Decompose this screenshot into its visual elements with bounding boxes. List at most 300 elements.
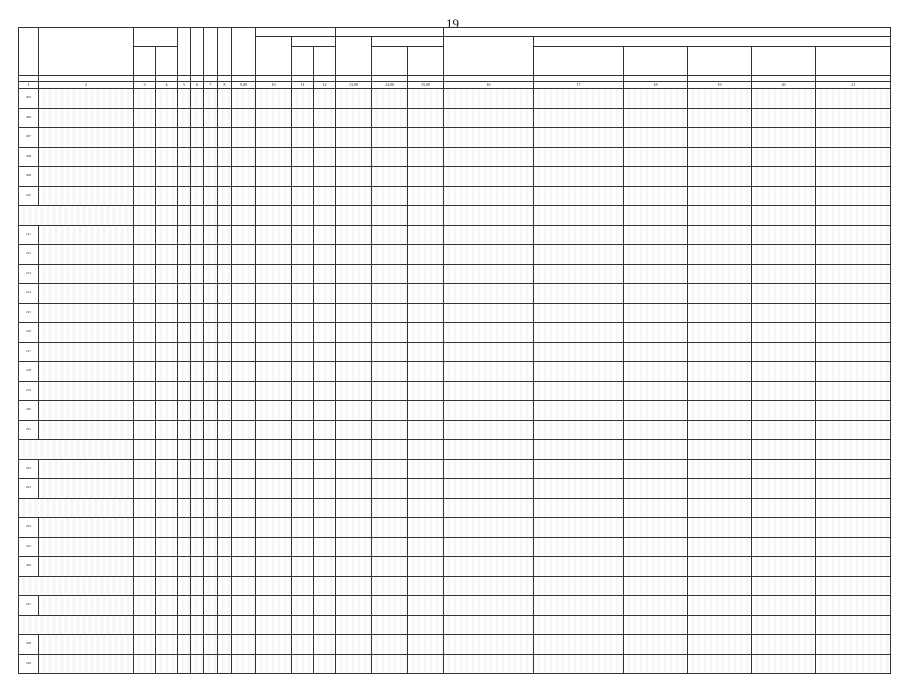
table-cell (444, 557, 534, 577)
table-cell (134, 459, 156, 479)
address-cell (39, 225, 134, 245)
table-cell (218, 362, 232, 382)
table-cell (218, 420, 232, 440)
table-cell (372, 459, 408, 479)
table-cell (624, 108, 688, 128)
table-cell (232, 420, 256, 440)
table-cell (372, 264, 408, 284)
table-cell (444, 596, 534, 616)
table-cell (624, 576, 688, 596)
table-cell (408, 537, 444, 557)
table-cell (218, 654, 232, 674)
table-cell (534, 537, 624, 557)
address-cell (39, 654, 134, 674)
table-cell (232, 537, 256, 557)
table-cell (292, 225, 314, 245)
table-cell (624, 89, 688, 109)
table-cell (534, 225, 624, 245)
table-cell (816, 245, 891, 265)
table-row (19, 167, 891, 187)
table-cell (624, 186, 688, 206)
header-cell (534, 37, 891, 47)
table-cell (256, 459, 292, 479)
table-row (19, 147, 891, 167)
table-cell (336, 479, 372, 499)
table-cell (534, 459, 624, 479)
table-cell (204, 362, 218, 382)
table-cell (752, 167, 816, 187)
table-cell (336, 186, 372, 206)
table-cell (688, 537, 752, 557)
table-cell (624, 401, 688, 421)
table-cell (816, 557, 891, 577)
subtotal-label-cell (19, 498, 134, 518)
table-cell (178, 206, 191, 226)
table-cell (256, 498, 292, 518)
table-cell (752, 654, 816, 674)
table-cell (534, 401, 624, 421)
table-cell (372, 498, 408, 518)
table-cell (816, 284, 891, 304)
table-cell (204, 596, 218, 616)
table-cell (156, 420, 178, 440)
table-cell (156, 401, 178, 421)
table-cell (218, 167, 232, 187)
table-cell (204, 381, 218, 401)
table-row (19, 128, 891, 148)
table-cell (408, 381, 444, 401)
header-cell (336, 28, 444, 37)
table-cell (534, 654, 624, 674)
table-cell (156, 342, 178, 362)
table-cell (134, 654, 156, 674)
table-cell (232, 323, 256, 343)
row-number-cell: 228 (19, 635, 39, 655)
address-cell (39, 518, 134, 538)
table-cell (178, 245, 191, 265)
table-cell (816, 615, 891, 635)
table-cell (232, 225, 256, 245)
table-cell (444, 147, 534, 167)
table-cell (191, 186, 204, 206)
column-number-cell: 21 (816, 82, 891, 89)
table-cell (624, 362, 688, 382)
table-cell (408, 264, 444, 284)
table-cell (408, 206, 444, 226)
table-cell (444, 362, 534, 382)
table-cell (178, 284, 191, 304)
table-cell (156, 596, 178, 616)
table-cell (314, 264, 336, 284)
table-cell (134, 420, 156, 440)
table-cell (408, 303, 444, 323)
table-cell (372, 206, 408, 226)
table-cell (292, 89, 314, 109)
table-cell (156, 654, 178, 674)
table-cell (314, 440, 336, 460)
table-cell (408, 342, 444, 362)
table-cell (156, 264, 178, 284)
table-cell (134, 108, 156, 128)
table-cell (256, 225, 292, 245)
table-cell (292, 596, 314, 616)
table-cell (372, 401, 408, 421)
table-cell (178, 440, 191, 460)
table-cell (408, 654, 444, 674)
table-cell (816, 186, 891, 206)
address-cell (39, 420, 134, 440)
table-cell (218, 186, 232, 206)
table-cell (218, 440, 232, 460)
table-cell (134, 381, 156, 401)
table-cell (534, 420, 624, 440)
column-number-cell: 13,00 (336, 82, 372, 89)
table-cell (218, 245, 232, 265)
table-cell (191, 128, 204, 148)
table-cell (624, 342, 688, 362)
table-cell (204, 342, 218, 362)
table-cell (688, 615, 752, 635)
table-cell (178, 615, 191, 635)
table-cell (292, 401, 314, 421)
table-cell (178, 264, 191, 284)
header-cell (134, 28, 178, 47)
table-cell (408, 420, 444, 440)
table-cell (218, 459, 232, 479)
table-cell (191, 245, 204, 265)
table-cell (314, 342, 336, 362)
table-cell (752, 89, 816, 109)
table-cell (408, 89, 444, 109)
table-cell (178, 167, 191, 187)
table-cell (816, 635, 891, 655)
table-cell (232, 557, 256, 577)
table-cell (204, 89, 218, 109)
table-cell (444, 186, 534, 206)
header-cell (314, 47, 336, 76)
table-cell (232, 459, 256, 479)
table-cell (232, 635, 256, 655)
table-cell (408, 108, 444, 128)
table-cell (191, 537, 204, 557)
table-cell (372, 362, 408, 382)
table-cell (156, 303, 178, 323)
row-number-cell: 216 (19, 323, 39, 343)
table-row (19, 342, 891, 362)
table-cell (444, 284, 534, 304)
table-cell (444, 89, 534, 109)
table-cell (444, 206, 534, 226)
table-cell (624, 323, 688, 343)
column-number-cell: 11 (292, 82, 314, 89)
table-row (19, 635, 891, 655)
column-number-cell: 19 (688, 82, 752, 89)
address-cell (39, 635, 134, 655)
table-cell (314, 537, 336, 557)
table-cell (336, 342, 372, 362)
table-cell (156, 557, 178, 577)
table-cell (156, 518, 178, 538)
table-cell (191, 518, 204, 538)
table-row (19, 557, 891, 577)
table-cell (408, 479, 444, 499)
table-cell (336, 576, 372, 596)
table-cell (336, 401, 372, 421)
table-cell (314, 635, 336, 655)
header-cell (816, 47, 891, 76)
table-cell (232, 284, 256, 304)
table-cell (816, 342, 891, 362)
table-cell (816, 167, 891, 187)
table-cell (292, 167, 314, 187)
table-cell (232, 303, 256, 323)
table-row (19, 381, 891, 401)
table-cell (624, 420, 688, 440)
table-cell (408, 557, 444, 577)
table-cell (534, 303, 624, 323)
table-cell (534, 362, 624, 382)
housing-resettlement-table (18, 27, 891, 674)
table-cell (314, 225, 336, 245)
table-body (19, 89, 891, 674)
table-cell (256, 342, 292, 362)
table-cell (534, 518, 624, 538)
table-cell (232, 381, 256, 401)
table-cell (232, 518, 256, 538)
table-cell (232, 206, 256, 226)
table-cell (752, 557, 816, 577)
column-number-cell: 2 (39, 82, 134, 89)
table-cell (292, 518, 314, 538)
table-cell (314, 498, 336, 518)
table-cell (816, 264, 891, 284)
table-cell (178, 459, 191, 479)
table-cell (534, 557, 624, 577)
table-cell (292, 440, 314, 460)
table-row (19, 89, 891, 109)
table-cell (752, 147, 816, 167)
table-cell (204, 206, 218, 226)
table-cell (191, 479, 204, 499)
table-cell (408, 498, 444, 518)
table-cell (688, 225, 752, 245)
table-cell (134, 342, 156, 362)
table-cell (408, 459, 444, 479)
table-cell (816, 108, 891, 128)
table-cell (191, 401, 204, 421)
table-row (19, 537, 891, 557)
table-cell (204, 576, 218, 596)
table-cell (314, 245, 336, 265)
table-cell (624, 381, 688, 401)
table-cell (218, 479, 232, 499)
table-cell (191, 303, 204, 323)
table-cell (256, 576, 292, 596)
table-cell (232, 245, 256, 265)
table-cell (752, 128, 816, 148)
table-cell (178, 303, 191, 323)
table-cell (314, 362, 336, 382)
table-cell (134, 557, 156, 577)
table-cell (444, 518, 534, 538)
table-cell (372, 167, 408, 187)
table-cell (752, 108, 816, 128)
table-cell (408, 401, 444, 421)
table-cell (232, 128, 256, 148)
table-cell (688, 635, 752, 655)
table-cell (191, 420, 204, 440)
table-cell (534, 596, 624, 616)
table-cell (816, 518, 891, 538)
address-cell (39, 147, 134, 167)
table-cell (534, 128, 624, 148)
table-cell (624, 459, 688, 479)
table-cell (134, 440, 156, 460)
table-cell (444, 420, 534, 440)
table-cell (816, 459, 891, 479)
table-cell (688, 323, 752, 343)
table-cell (178, 128, 191, 148)
row-number-cell: 217 (19, 342, 39, 362)
table-cell (624, 635, 688, 655)
table-cell (408, 576, 444, 596)
table-cell (688, 518, 752, 538)
table-row (19, 459, 891, 479)
table-cell (134, 401, 156, 421)
table-cell (444, 576, 534, 596)
table-cell (232, 654, 256, 674)
table-cell (336, 498, 372, 518)
table-cell (408, 596, 444, 616)
table-cell (752, 596, 816, 616)
table-cell (156, 284, 178, 304)
table-cell (218, 342, 232, 362)
table-cell (688, 264, 752, 284)
table-cell (292, 108, 314, 128)
table-cell (134, 362, 156, 382)
column-number-row (19, 82, 891, 89)
subtotal-label-cell (19, 440, 134, 460)
table-cell (314, 381, 336, 401)
table-cell (292, 147, 314, 167)
table-cell (816, 225, 891, 245)
table-cell (256, 537, 292, 557)
table-cell (178, 654, 191, 674)
header-cell (688, 47, 752, 76)
table-cell (816, 303, 891, 323)
table-cell (232, 147, 256, 167)
table-cell (292, 576, 314, 596)
table-cell (134, 89, 156, 109)
table-cell (134, 323, 156, 343)
row-number-cell: 206 (19, 108, 39, 128)
address-cell (39, 537, 134, 557)
table-cell (156, 576, 178, 596)
table-cell (336, 440, 372, 460)
table-cell (218, 225, 232, 245)
table-cell (408, 128, 444, 148)
header-cell (372, 47, 408, 76)
subtotal-row (19, 576, 891, 596)
table-cell (232, 342, 256, 362)
table-cell (336, 323, 372, 343)
table-cell (408, 245, 444, 265)
table-cell (336, 518, 372, 538)
table-cell (232, 498, 256, 518)
column-number-cell: 9,00 (232, 82, 256, 89)
table-cell (408, 323, 444, 343)
table-cell (534, 440, 624, 460)
table-cell (204, 557, 218, 577)
table-cell (256, 264, 292, 284)
table-cell (178, 381, 191, 401)
table-cell (816, 323, 891, 343)
table-cell (256, 303, 292, 323)
table-cell (624, 147, 688, 167)
table-cell (256, 479, 292, 499)
table-cell (156, 206, 178, 226)
table-cell (292, 420, 314, 440)
table-cell (444, 615, 534, 635)
table-cell (752, 245, 816, 265)
table-cell (134, 206, 156, 226)
table-cell (292, 381, 314, 401)
address-cell (39, 89, 134, 109)
table-cell (292, 284, 314, 304)
table-cell (218, 498, 232, 518)
table-cell (444, 167, 534, 187)
row-number-cell: 215 (19, 303, 39, 323)
table-cell (191, 362, 204, 382)
table-cell (372, 284, 408, 304)
header-cell (372, 37, 444, 47)
table-cell (156, 381, 178, 401)
table-cell (444, 225, 534, 245)
table-cell (752, 362, 816, 382)
table-cell (752, 420, 816, 440)
table-cell (372, 186, 408, 206)
table-cell (232, 576, 256, 596)
table-row (19, 303, 891, 323)
header-cell (444, 37, 534, 76)
table-cell (752, 323, 816, 343)
header-cell (444, 28, 891, 37)
table-cell (232, 186, 256, 206)
table-cell (688, 401, 752, 421)
table-cell (314, 615, 336, 635)
table-cell (372, 557, 408, 577)
table-cell (191, 89, 204, 109)
table-cell (752, 635, 816, 655)
table-cell (534, 635, 624, 655)
table-cell (752, 186, 816, 206)
table-cell (624, 264, 688, 284)
table-cell (314, 186, 336, 206)
row-number-cell: 225 (19, 537, 39, 557)
table-cell (336, 635, 372, 655)
column-number-cell: 16 (444, 82, 534, 89)
table-cell (191, 440, 204, 460)
table-cell (816, 440, 891, 460)
table-cell (178, 537, 191, 557)
row-number-cell: 221 (19, 420, 39, 440)
table-cell (444, 303, 534, 323)
table-cell (688, 147, 752, 167)
table-cell (624, 167, 688, 187)
table-cell (314, 303, 336, 323)
table-cell (191, 459, 204, 479)
row-number-cell: 209 (19, 167, 39, 187)
